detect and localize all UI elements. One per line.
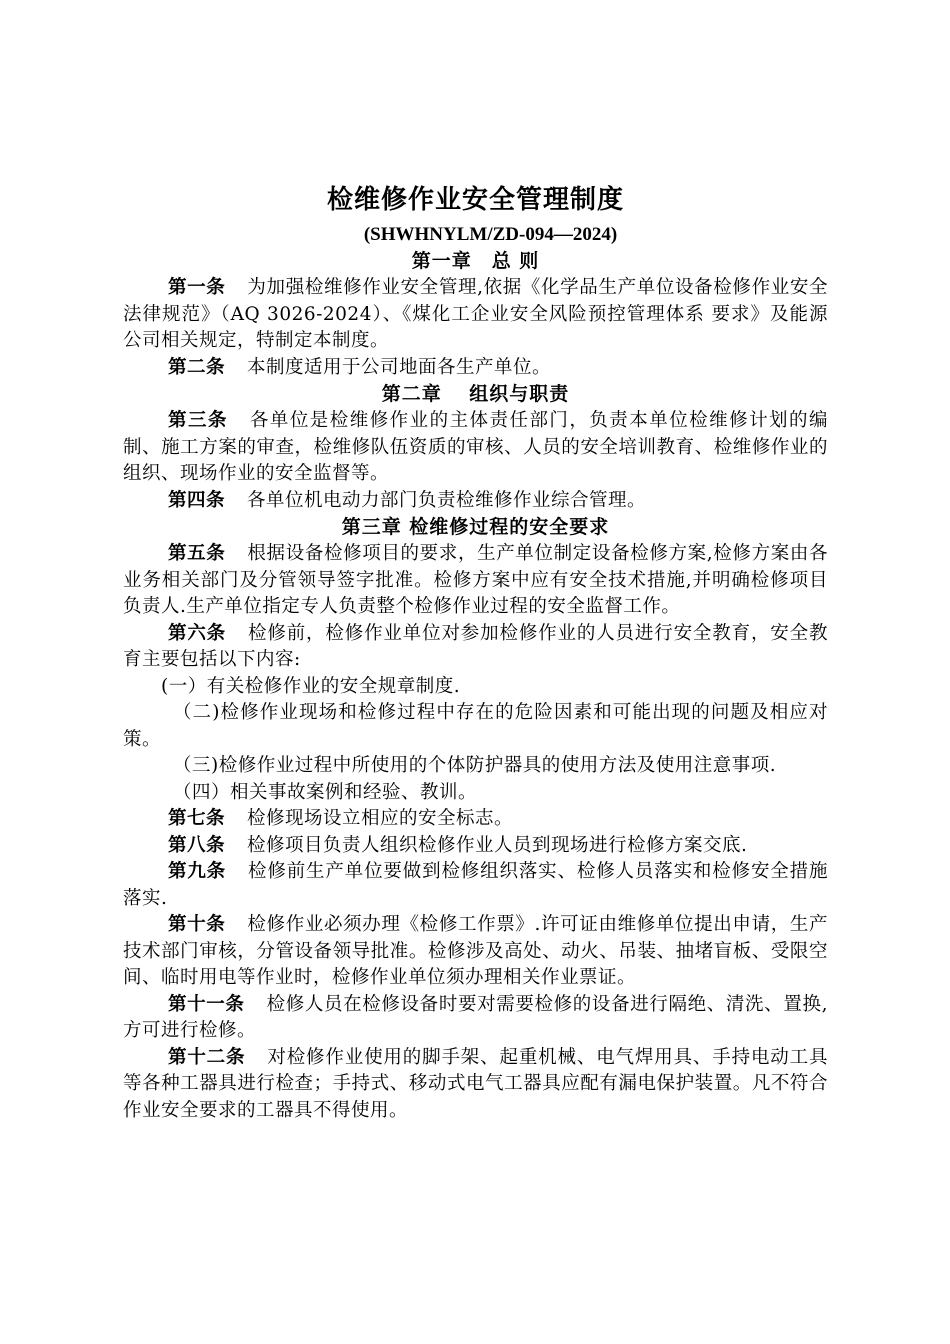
- article-label: 第二条: [168, 356, 226, 378]
- article-3: [123, 408, 828, 488]
- article-7: [123, 806, 828, 833]
- chapter-2-heading: 第二章 组织与职责: [381, 383, 570, 405]
- article-label: 第十一条: [168, 993, 245, 1015]
- article-text: 检修人员在检修设备时要对需要检修的设备进行隔绝、清洗、置换,方可进行检修。: [123, 993, 828, 1041]
- article-text: 检修作业必须办理《检修工作票》.许可证由维修单位提出申请，生产技术部门审核，分管设备领导批准。检修涉及高处、动火、吊装、抽堵盲板、受限空间、临时用电等作业时，检修作业单位须办理相关作业票证。: [123, 914, 828, 988]
- article-11: [123, 992, 828, 1045]
- article-label: 第八条: [168, 834, 226, 856]
- article-label: 第六条: [168, 622, 227, 644]
- article-label: 第一条: [168, 277, 226, 298]
- article-5: [123, 541, 828, 621]
- article-label: 第九条: [168, 861, 227, 882]
- chapter-3-heading: 第三章 检维修过程的安全要求: [341, 516, 610, 538]
- article-text: 本制度适用于公司地面各生产单位。: [247, 356, 552, 378]
- article-text: 检修现场设立相应的安全标志。: [247, 808, 514, 829]
- article-label: 第三条: [168, 410, 228, 431]
- article-4: [123, 488, 828, 515]
- document-title: 检维修作业安全管理制度: [326, 185, 624, 215]
- article-9: [123, 859, 828, 912]
- article-label: 第七条: [168, 808, 226, 829]
- article-label: 第五条: [168, 543, 226, 564]
- article-6-item-3: （三)检修作业过程中所使用的个体防护器具的使用方法及使用注意事项.: [173, 755, 777, 776]
- article-text: 对检修作业使用的脚手架、起重机械、电气焊用具、手持电动工具等各种工器具进行检查；手持式、移动式电气工器具应配有漏电保护装置。凡不符合作业安全要求的工器具不得使用。: [123, 1046, 828, 1121]
- article-text: 检修前生产单位要做到检修组织落实、检修人员落实和检修安全措施落实.: [123, 861, 828, 909]
- article-6-item-4: （四）相关事故案例和经验、教训。: [173, 781, 478, 803]
- article-text: 各单位是检维修作业的主体责任部门，负责本单位检维修计划的编制、施工方案的审查，检维修队伍资质的审核、人员的安全培训教育、检维修作业的组织、现场作业的安全监督等。: [123, 410, 828, 484]
- article-text: 为加强检维修作业安全管理,依据《化学品生产单位设备检修作业安全法律规范》（AQ 3026-2024）、《煤化工企业安全风险预控管理体系 要求》及能源公司相关规定，特制定本制度。: [123, 277, 828, 351]
- article-12: [123, 1045, 828, 1125]
- article-label: 第十二条: [168, 1046, 246, 1068]
- article-label: 第四条: [168, 489, 226, 511]
- article-2: [123, 355, 828, 382]
- article-1: [123, 275, 828, 355]
- article-10: [123, 912, 828, 992]
- article-text: 检修项目负责人组织检修作业人员到现场进行检修方案交底.: [247, 834, 748, 856]
- article-6-item-1: (一）有关检修作业的安全规章制度.: [161, 675, 461, 697]
- chapter-1-heading: 第一章 总 则: [411, 250, 540, 272]
- article-text: 检修前，检修作业单位对参加检修作业的人员进行安全教育，安全教育主要包括以下内容:: [123, 622, 828, 670]
- article-label: 第十条: [168, 914, 226, 935]
- article-6: [123, 621, 828, 674]
- article-text: 各单位机电动力部门负责检维修作业综合管理。: [247, 489, 647, 511]
- document-code: (SHWHNYLM/ZD-094—2024): [363, 224, 618, 245]
- document-page: [123, 178, 828, 1124]
- article-text: 根据设备检修项目的要求，生产单位制定设备检修方案,检修方案由各业务相关部门及分管领导签字批准。检修方案中应有安全技术措施,并明确检修项目负责人.生产单位指定专人负责整个检修作业过程的安全监督工作。: [123, 543, 828, 617]
- article-6-item-2: （二)检修作业现场和检修过程中存在的危险因素和可能出现的问题及相应对策。: [123, 702, 828, 750]
- article-8: [123, 833, 828, 860]
